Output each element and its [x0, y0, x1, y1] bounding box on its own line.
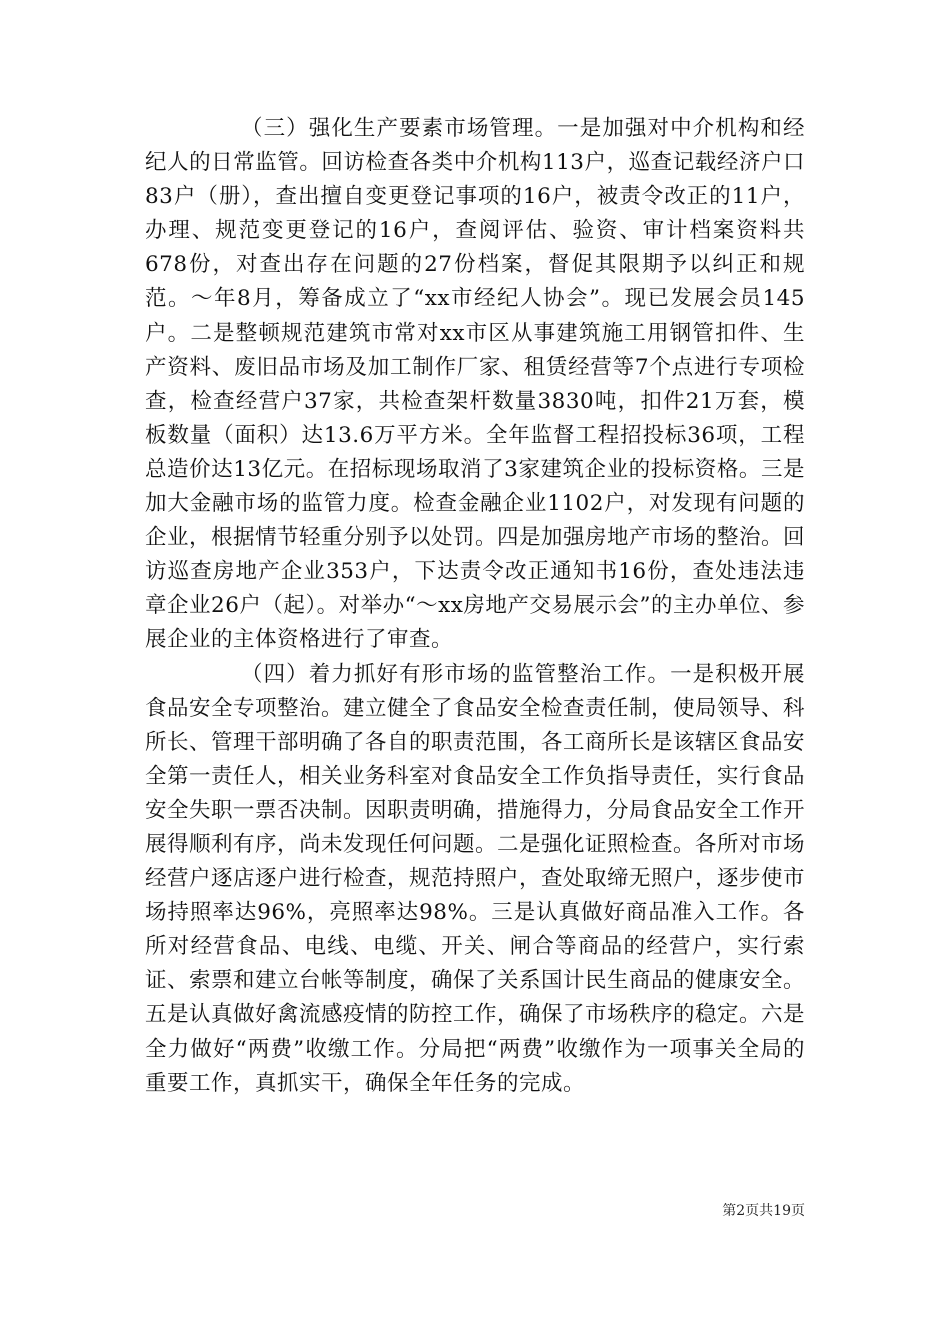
page-number-footer: 第2页共19页 [722, 1203, 805, 1219]
paragraph-section-4: （四）着力抓好有形市场的监管整治工作。一是积极开展食品安全专项整治。建立健全了食品安全检查责任制，使局领导、科所长、管理干部明确了各自的职责范围，各工商所长是该辖区食品安全第一责任人，相关业务科室对食品安全工作负指导责任，实行食品安全失职一票否决制。因职责明确，措施得力，分局食品安全工作开展得顺利有序，尚未发现任何问题。二是强化证照检查。各所对市场经营户逐店逐户进行检查，规范持照户，查处取缔无照户，逐步使市场持照率达96%，亮照率达98%。三是认真做好商品准入工作。各所对经营食品、电线、电缆、开关、闸合等商品的经营户，实行索证、索票和建立台帐等制度，确保了关系国计民生商品的健康安全。五是认真做好禽流感疫情的防控工作，确保了市场秩序的稳定。六是全力做好“两费”收缴工作。分局把“两费”收缴作为一项事关全局的重要工作，真抓实干，确保全年任务的完成。 [145, 661, 806, 1096]
document-body [145, 112, 805, 1101]
paragraph-section-3: （三）强化生产要素市场管理。一是加强对中介机构和经纪人的日常监管。回访检查各类中介机构113户，巡查记载经济户口83户（册），查出擅自变更登记事项的16户，被责令改正的11户，办理、规范变更登记的16户，查阅评估、验资、审计档案资料共678份，对查出存在问题的27份档案，督促其限期予以纠正和规范。～年8月，筹备成立了“xx市经纪人协会”。现已发展会员145户。二是整顿规范建筑市常对xx市区从事建筑施工用钢管扣件、生产资料、废旧品市场及加工制作厂家、租赁经营等7个点进行专项检查，检查经营户37家，共检查架杆数量3830吨，扣件21万套，模板数量（面积）达13.6万平方米。全年监督工程招投标36项，工程总造价达13亿元。在招标现场取消了3家建筑企业的投标资格。三是加大金融市场的监管力度。检查金融企业1102户，对发现有问题的企业，根据情节轻重分别予以处罚。四是加强房地产市场的整治。回访巡查房地产企业353户，下达责令改正通知书16份，查处违法违章企业26户（起）。对举办“～xx房地产交易展示会”的主办单位、参展企业的主体资格进行了审查。 [145, 116, 806, 653]
